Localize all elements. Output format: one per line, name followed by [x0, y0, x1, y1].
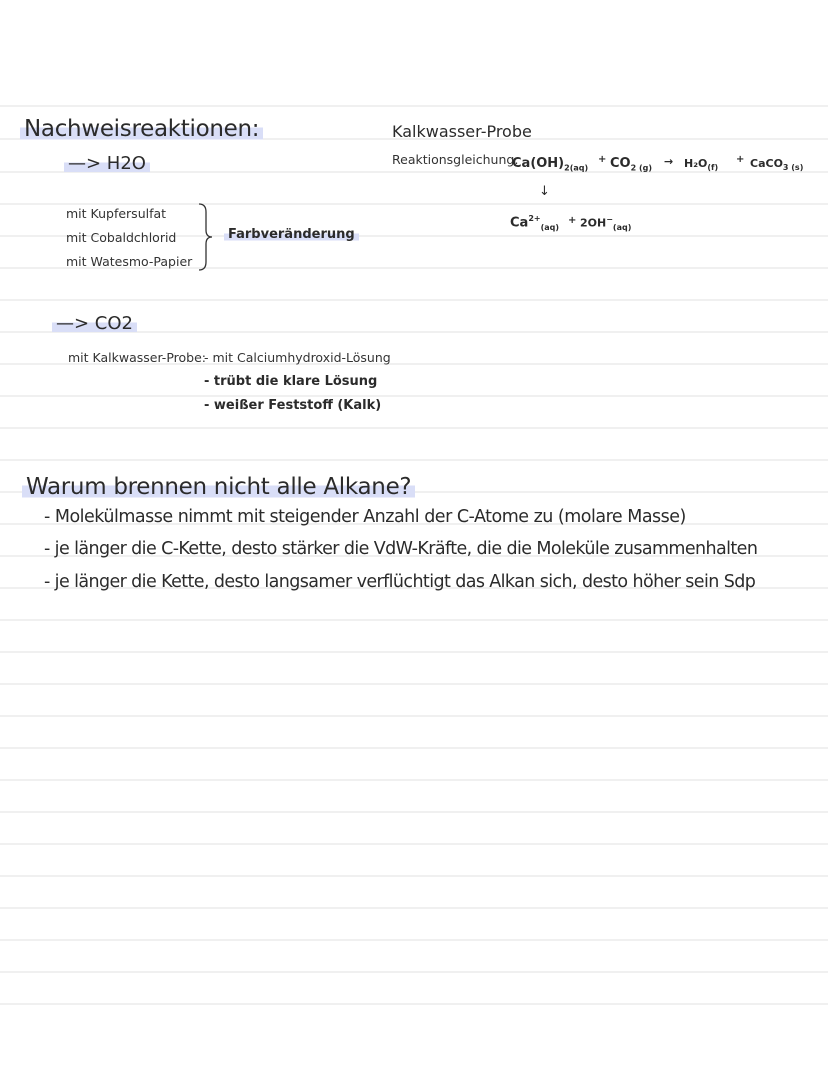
- eq-h2o-sub: (f): [707, 163, 719, 173]
- eq-caco3-sub: 3 (s): [782, 163, 804, 173]
- co2-point-3: - weißer Feststoff (Kalk): [204, 398, 382, 413]
- eq-hydroxide-ion: [580, 215, 631, 232]
- co2-label: —> CO2: [52, 313, 137, 334]
- eq-oh-sub: (aq): [612, 222, 632, 232]
- h2o-method-1: mit Kupfersulfat: [66, 206, 167, 221]
- h2o-method-3: mit Watesmo-Papier: [66, 254, 193, 269]
- equation-label: Reaktionsgleichung:: [392, 152, 519, 167]
- co2-point-2: - trübt die klare Lösung: [204, 374, 378, 389]
- eq-calcium-carbonate: [750, 157, 803, 172]
- eq-plus-3: +: [568, 215, 577, 226]
- eq-calcium-hydroxide: [512, 156, 588, 173]
- eq-plus-1: +: [598, 154, 607, 165]
- eq-calcium-ion: [510, 214, 559, 232]
- eq-h2o-text: H₂O: [684, 157, 708, 170]
- eq-oh-sup: −: [606, 215, 613, 224]
- eq-plus-2: +: [736, 154, 745, 165]
- h2o-heading: [64, 153, 150, 174]
- eq-oh-text: 2OH: [580, 216, 607, 230]
- eq-co2-text: CO: [610, 156, 631, 171]
- h2o-result-text: Farbveränderung: [224, 227, 359, 242]
- eq-caoh2-text: Ca(OH): [512, 156, 565, 171]
- eq-ca-sub: (aq): [540, 222, 560, 232]
- co2-intro: mit Kalkwasser-Probe:: [68, 350, 206, 365]
- alkane-point-3: - je länger die Kette, desto langsamer verflüchtigt das Alkan sich, desto höher sein Sdp: [44, 572, 756, 592]
- alkane-title-text: Warum brennen nicht alle Alkane?: [22, 474, 415, 500]
- h2o-method-2: mit Cobaldchlorid: [66, 230, 177, 245]
- section-title-alkane: [22, 474, 415, 500]
- alkane-point-1: - Molekülmasse nimmt mit steigender Anzahl der C-Atome zu (molare Masse): [44, 507, 686, 527]
- co2-heading: [52, 313, 137, 334]
- eq-carbon-dioxide: [610, 156, 652, 173]
- eq-ca-text: Ca: [510, 215, 529, 231]
- eq-caoh2-sub: 2(aq): [564, 163, 589, 173]
- h2o-label: —> H2O: [64, 153, 150, 174]
- h2o-result: [224, 227, 359, 242]
- co2-point-1: - mit Calciumhydroxid-Lösung: [204, 350, 391, 365]
- kalkwasser-title: Kalkwasser-Probe: [392, 122, 532, 141]
- eq-ca-sup: 2+: [528, 214, 541, 223]
- section-title-nachweisreaktionen: [20, 116, 263, 142]
- curly-brace-icon: [196, 202, 216, 272]
- section-title-text: Nachweisreaktionen:: [20, 116, 263, 142]
- eq-water: [684, 157, 718, 172]
- down-arrow-icon: ↓: [539, 184, 550, 199]
- eq-reaction-arrow: →: [664, 155, 674, 168]
- eq-caco3-text: CaCO: [750, 157, 783, 170]
- alkane-point-2: - je länger die C-Kette, desto stärker die VdW-Kräfte, die die Moleküle zusammenhalten: [44, 539, 758, 559]
- eq-co2-sub: 2 (g): [630, 163, 652, 173]
